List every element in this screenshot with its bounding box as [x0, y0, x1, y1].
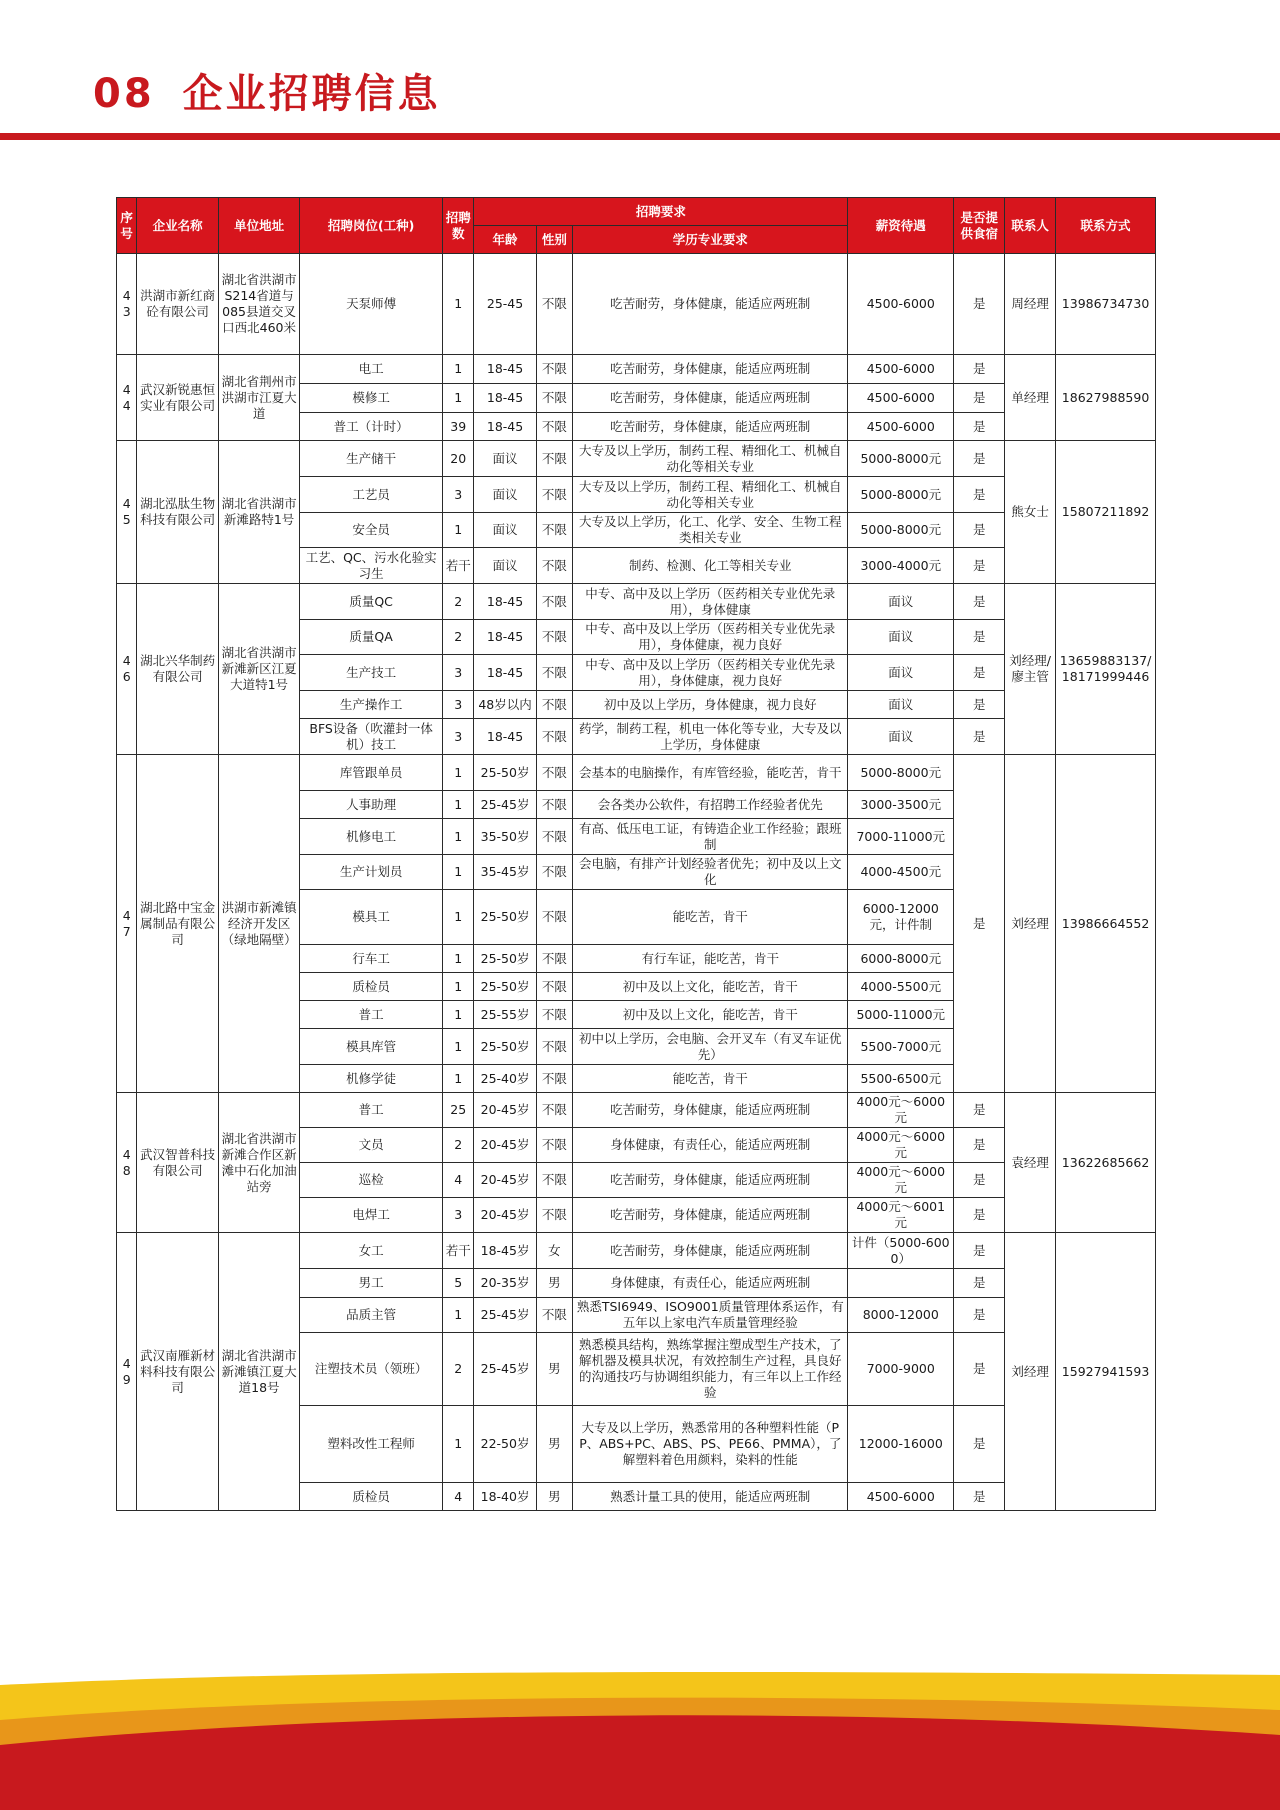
- job-gender: 不限: [536, 1128, 573, 1163]
- job-gender: 不限: [536, 355, 573, 384]
- job-position: 模具工: [300, 890, 443, 945]
- job-count: 39: [442, 413, 474, 441]
- job-age: 18-45: [474, 355, 536, 384]
- job-education: 会各类办公软件，有招聘工作经验者优先: [573, 791, 848, 819]
- job-salary: 面议: [848, 691, 954, 719]
- job-board: 是: [954, 1483, 1005, 1511]
- job-position: 普工: [300, 1093, 443, 1128]
- job-position: 质检员: [300, 1483, 443, 1511]
- company-name: 湖北路中宝金属制品有限公司: [137, 755, 218, 1093]
- job-gender: 不限: [536, 755, 573, 791]
- job-board: 是: [954, 755, 1005, 1093]
- job-salary: 4500-6000: [848, 413, 954, 441]
- footer-decoration: [0, 1650, 1280, 1810]
- job-education: 大专及以上学历，制药工程、精细化工、机械自动化等相关专业: [573, 477, 848, 513]
- job-education: 熟悉计量工具的使用，能适应两班制: [573, 1483, 848, 1511]
- job-count: 1: [442, 755, 474, 791]
- company-phone: 13986734730: [1056, 254, 1156, 355]
- job-count: 3: [442, 691, 474, 719]
- job-position: 男工: [300, 1269, 443, 1298]
- page-title: [93, 62, 441, 119]
- job-position: 天泵师傅: [300, 254, 443, 355]
- company-no: 49: [117, 1233, 137, 1511]
- company-address: 洪湖市新滩镇经济开发区（绿地隔壁）: [218, 755, 299, 1093]
- job-board: 是: [954, 1233, 1005, 1269]
- job-age: 18-40岁: [474, 1483, 536, 1511]
- company-phone: 13622685662: [1056, 1093, 1156, 1233]
- job-position: 模具库管: [300, 1029, 443, 1065]
- job-gender: 不限: [536, 719, 573, 755]
- job-board: 是: [954, 1198, 1005, 1233]
- company-contact: 单经理: [1005, 355, 1056, 441]
- job-count: 1: [442, 1406, 474, 1483]
- company-contact: 袁经理: [1005, 1093, 1056, 1233]
- job-board: 是: [954, 1406, 1005, 1483]
- job-position: 行车工: [300, 945, 443, 973]
- company-name: 洪湖市新红商砼有限公司: [137, 254, 218, 355]
- job-age: 18-45: [474, 413, 536, 441]
- job-position: 电工: [300, 355, 443, 384]
- company-contact: 刘经理/廖主管: [1005, 584, 1056, 755]
- job-salary: 3000-3500元: [848, 791, 954, 819]
- table-body: [117, 254, 1156, 1511]
- job-count: 3: [442, 719, 474, 755]
- job-education: 中专、高中及以上学历（医药相关专业优先录用），身体健康，视力良好: [573, 655, 848, 691]
- table-row: [117, 441, 1156, 477]
- job-gender: 不限: [536, 513, 573, 548]
- col-header-count: 招聘数: [442, 198, 474, 254]
- job-education: 吃苦耐劳，身体健康，能适应两班制: [573, 1233, 848, 1269]
- company-contact: 刘经理: [1005, 755, 1056, 1093]
- job-gender: 不限: [536, 548, 573, 584]
- job-age: 25-50岁: [474, 973, 536, 1001]
- job-age: 18-45: [474, 620, 536, 655]
- job-age: 22-50岁: [474, 1406, 536, 1483]
- job-age: 20-35岁: [474, 1269, 536, 1298]
- job-board: 是: [954, 1128, 1005, 1163]
- job-education: 初中及以上文化，能吃苦，肯干: [573, 1001, 848, 1029]
- job-salary: 4000元～6001元: [848, 1198, 954, 1233]
- job-education: 吃苦耐劳，身体健康，能适应两班制: [573, 413, 848, 441]
- job-gender: 男: [536, 1483, 573, 1511]
- job-age: 18-45: [474, 655, 536, 691]
- job-gender: 男: [536, 1269, 573, 1298]
- job-gender: 不限: [536, 1029, 573, 1065]
- job-gender: 不限: [536, 890, 573, 945]
- job-position: 女工: [300, 1233, 443, 1269]
- job-count: 2: [442, 620, 474, 655]
- company-name: 武汉新锐惠恒实业有限公司: [137, 355, 218, 441]
- job-gender: 不限: [536, 855, 573, 890]
- col-header-company: 企业名称: [137, 198, 218, 254]
- company-address: 湖北省洪湖市新滩合作区新滩中石化加油站旁: [218, 1093, 299, 1233]
- col-header-gender: 性别: [536, 226, 573, 254]
- job-gender: 不限: [536, 791, 573, 819]
- job-salary: 6000-12000元，计件制: [848, 890, 954, 945]
- job-salary: 5000-8000元: [848, 755, 954, 791]
- job-education: 有高、低压电工证，有铸造企业工作经验；跟班制: [573, 819, 848, 855]
- job-education: 吃苦耐劳，身体健康，能适应两班制: [573, 1163, 848, 1198]
- job-age: 35-45岁: [474, 855, 536, 890]
- job-position: 库管跟单员: [300, 755, 443, 791]
- job-age: 25-45岁: [474, 1333, 536, 1406]
- job-board: 是: [954, 1333, 1005, 1406]
- job-gender: 不限: [536, 1198, 573, 1233]
- job-salary: 面议: [848, 620, 954, 655]
- table-row: [117, 584, 1156, 620]
- job-gender: 不限: [536, 477, 573, 513]
- job-salary: 5000-8000元: [848, 513, 954, 548]
- job-age: 25-50岁: [474, 945, 536, 973]
- job-education: 大专及以上学历，化工、化学、安全、生物工程类相关专业: [573, 513, 848, 548]
- job-salary: 5000-8000元: [848, 477, 954, 513]
- recruitment-table: [116, 197, 1156, 1511]
- job-education: 吃苦耐劳，身体健康，能适应两班制: [573, 1093, 848, 1128]
- job-gender: 不限: [536, 973, 573, 1001]
- job-position: 生产储干: [300, 441, 443, 477]
- job-salary: 5000-8000元: [848, 441, 954, 477]
- job-age: 25-50岁: [474, 1029, 536, 1065]
- job-count: 4: [442, 1163, 474, 1198]
- job-position: 机修电工: [300, 819, 443, 855]
- job-gender: 不限: [536, 1065, 573, 1093]
- job-salary: 3000-4000元: [848, 548, 954, 584]
- job-position: 文员: [300, 1128, 443, 1163]
- job-salary: 8000-12000: [848, 1298, 954, 1333]
- job-gender: 不限: [536, 620, 573, 655]
- job-position: 工艺、QC、污水化验实习生: [300, 548, 443, 584]
- company-name: 湖北泓肽生物科技有限公司: [137, 441, 218, 584]
- company-address: 湖北省洪湖市新滩镇江夏大道18号: [218, 1233, 299, 1511]
- job-board: 是: [954, 254, 1005, 355]
- company-contact: 周经理: [1005, 254, 1056, 355]
- job-education: 制药、检测、化工等相关专业: [573, 548, 848, 584]
- job-gender: 女: [536, 1233, 573, 1269]
- job-age: 25-45: [474, 254, 536, 355]
- job-count: 2: [442, 1333, 474, 1406]
- job-board: 是: [954, 1163, 1005, 1198]
- job-position: 生产计划员: [300, 855, 443, 890]
- job-position: 塑料改性工程师: [300, 1406, 443, 1483]
- job-count: 1: [442, 1029, 474, 1065]
- job-count: 1: [442, 791, 474, 819]
- job-education: 吃苦耐劳，身体健康，能适应两班制: [573, 1198, 848, 1233]
- job-salary: 面议: [848, 719, 954, 755]
- company-no: 47: [117, 755, 137, 1093]
- col-header-phone: 联系方式: [1056, 198, 1156, 254]
- job-gender: 不限: [536, 584, 573, 620]
- company-name: 湖北兴华制药有限公司: [137, 584, 218, 755]
- job-count: 1: [442, 384, 474, 413]
- job-education: 药学，制药工程，机电一体化等专业，大专及以上学历，身体健康: [573, 719, 848, 755]
- job-gender: 不限: [536, 1163, 573, 1198]
- job-age: 18-45岁: [474, 1233, 536, 1269]
- col-header-age: 年龄: [474, 226, 536, 254]
- job-board: 是: [954, 719, 1005, 755]
- job-board: 是: [954, 355, 1005, 384]
- job-age: 25-55岁: [474, 1001, 536, 1029]
- job-position: 机修学徒: [300, 1065, 443, 1093]
- job-education: 吃苦耐劳，身体健康，能适应两班制: [573, 355, 848, 384]
- job-salary: 4500-6000: [848, 355, 954, 384]
- job-count: 1: [442, 1065, 474, 1093]
- job-age: 25-45岁: [474, 791, 536, 819]
- job-education: 会电脑，有排产计划经验者优先；初中及以上文化: [573, 855, 848, 890]
- job-count: 1: [442, 945, 474, 973]
- job-education: 有行车证，能吃苦，肯干: [573, 945, 848, 973]
- company-contact: 熊女士: [1005, 441, 1056, 584]
- job-age: 18-45: [474, 719, 536, 755]
- job-age: 面议: [474, 513, 536, 548]
- job-count: 1: [442, 890, 474, 945]
- job-gender: 不限: [536, 655, 573, 691]
- job-salary: 4000-4500元: [848, 855, 954, 890]
- job-education: 大专及以上学历，熟悉常用的各种塑料性能（PP、ABS+PC、ABS、PS、PE66、PMMA），了解塑料着色用颜料，染料的性能: [573, 1406, 848, 1483]
- job-age: 25-50岁: [474, 890, 536, 945]
- job-salary: 计件（5000-6000）: [848, 1233, 954, 1269]
- header-rule: [0, 133, 1280, 140]
- company-address: 湖北省荆州市洪湖市江夏大道: [218, 355, 299, 441]
- job-position: 生产操作工: [300, 691, 443, 719]
- job-salary: 5500-6500元: [848, 1065, 954, 1093]
- job-position: 生产技工: [300, 655, 443, 691]
- job-age: 20-45岁: [474, 1093, 536, 1128]
- job-position: 安全员: [300, 513, 443, 548]
- section-number: 08: [93, 71, 155, 117]
- job-position: 质量QC: [300, 584, 443, 620]
- job-salary: 4000-5500元: [848, 973, 954, 1001]
- job-board: 是: [954, 655, 1005, 691]
- job-count: 1: [442, 855, 474, 890]
- job-age: 48岁以内: [474, 691, 536, 719]
- job-age: 25-40岁: [474, 1065, 536, 1093]
- job-position: 品质主管: [300, 1298, 443, 1333]
- job-education: 吃苦耐劳，身体健康，能适应两班制: [573, 254, 848, 355]
- job-salary: 4000元～6000元: [848, 1093, 954, 1128]
- col-header-no: 序号: [117, 198, 137, 254]
- company-address: 湖北省洪湖市新滩路特1号: [218, 441, 299, 584]
- table-row: [117, 1093, 1156, 1128]
- job-age: 25-45岁: [474, 1298, 536, 1333]
- job-education: 会基本的电脑操作，有库管经验，能吃苦，肯干: [573, 755, 848, 791]
- job-board: 是: [954, 1093, 1005, 1128]
- job-education: 能吃苦，肯干: [573, 1065, 848, 1093]
- job-gender: 不限: [536, 1298, 573, 1333]
- job-education: 大专及以上学历，制药工程、精细化工、机械自动化等相关专业: [573, 441, 848, 477]
- company-no: 43: [117, 254, 137, 355]
- job-gender: 不限: [536, 384, 573, 413]
- job-salary: 4000元～6000元: [848, 1128, 954, 1163]
- job-education: 初中及以上学历，身体健康，视力良好: [573, 691, 848, 719]
- job-salary: 4500-6000: [848, 1483, 954, 1511]
- company-no: 44: [117, 355, 137, 441]
- job-board: 是: [954, 513, 1005, 548]
- company-phone: 13986664552: [1056, 755, 1156, 1093]
- job-board: 是: [954, 548, 1005, 584]
- table-row: [117, 1233, 1156, 1269]
- job-education: 吃苦耐劳，身体健康，能适应两班制: [573, 384, 848, 413]
- job-count: 25: [442, 1093, 474, 1128]
- job-salary: 面议: [848, 655, 954, 691]
- col-header-address: 单位地址: [218, 198, 299, 254]
- job-salary: 6000-8000元: [848, 945, 954, 973]
- company-name: 武汉南雁新材料科技有限公司: [137, 1233, 218, 1511]
- job-education: 中专、高中及以上学历（医药相关专业优先录用），身体健康，视力良好: [573, 620, 848, 655]
- job-board: 是: [954, 384, 1005, 413]
- job-age: 18-45: [474, 584, 536, 620]
- job-board: 是: [954, 441, 1005, 477]
- company-contact: 刘经理: [1005, 1233, 1056, 1511]
- job-salary: 面议: [848, 584, 954, 620]
- job-education: 身体健康，有责任心，能适应两班制: [573, 1128, 848, 1163]
- page-header: [0, 0, 1280, 150]
- job-count: 若干: [442, 1233, 474, 1269]
- job-position: 普工（计时）: [300, 413, 443, 441]
- job-education: 能吃苦，肯干: [573, 890, 848, 945]
- job-gender: 不限: [536, 1093, 573, 1128]
- job-count: 4: [442, 1483, 474, 1511]
- recruitment-table-wrap: [116, 197, 1156, 1511]
- company-address: 湖北省洪湖市S214省道与085县道交叉口西北460米: [218, 254, 299, 355]
- job-age: 20-45岁: [474, 1163, 536, 1198]
- job-salary: 7000-11000元: [848, 819, 954, 855]
- job-salary: 4500-6000: [848, 384, 954, 413]
- company-address: 湖北省洪湖市新滩新区江夏大道特1号: [218, 584, 299, 755]
- job-age: 18-45: [474, 384, 536, 413]
- job-gender: 不限: [536, 819, 573, 855]
- job-board: 是: [954, 1269, 1005, 1298]
- job-position: 质量QA: [300, 620, 443, 655]
- job-position: 人事助理: [300, 791, 443, 819]
- job-age: 25-50岁: [474, 755, 536, 791]
- job-board: 是: [954, 413, 1005, 441]
- col-header-contact: 联系人: [1005, 198, 1056, 254]
- col-header-requirements: 招聘要求: [474, 198, 848, 226]
- job-age: 面议: [474, 548, 536, 584]
- company-phone: 15807211892: [1056, 441, 1156, 584]
- job-position: 质检员: [300, 973, 443, 1001]
- job-position: 普工: [300, 1001, 443, 1029]
- job-salary: [848, 1269, 954, 1298]
- job-gender: 不限: [536, 254, 573, 355]
- job-gender: 不限: [536, 413, 573, 441]
- job-count: 1: [442, 513, 474, 548]
- job-salary: 4500-6000: [848, 254, 954, 355]
- company-phone: 13659883137/18171999446: [1056, 584, 1156, 755]
- job-age: 20-45岁: [474, 1198, 536, 1233]
- job-age: 面议: [474, 441, 536, 477]
- job-count: 2: [442, 584, 474, 620]
- job-count: 1: [442, 254, 474, 355]
- job-count: 3: [442, 477, 474, 513]
- job-board: 是: [954, 477, 1005, 513]
- col-header-salary: 薪资待遇: [848, 198, 954, 254]
- job-board: 是: [954, 691, 1005, 719]
- job-salary: 12000-16000: [848, 1406, 954, 1483]
- job-board: 是: [954, 620, 1005, 655]
- job-position: 巡检: [300, 1163, 443, 1198]
- job-salary: 4000元～6000元: [848, 1163, 954, 1198]
- job-board: 是: [954, 1298, 1005, 1333]
- job-position: 模修工: [300, 384, 443, 413]
- job-education: 身体健康，有责任心，能适应两班制: [573, 1269, 848, 1298]
- company-name: 武汉智普科技有限公司: [137, 1093, 218, 1233]
- job-position: 电焊工: [300, 1198, 443, 1233]
- job-count: 3: [442, 655, 474, 691]
- job-age: 20-45岁: [474, 1128, 536, 1163]
- job-gender: 不限: [536, 945, 573, 973]
- job-count: 20: [442, 441, 474, 477]
- job-count: 1: [442, 1298, 474, 1333]
- job-age: 面议: [474, 477, 536, 513]
- company-no: 46: [117, 584, 137, 755]
- job-board: 是: [954, 584, 1005, 620]
- company-phone: 18627988590: [1056, 355, 1156, 441]
- job-count: 3: [442, 1198, 474, 1233]
- col-header-education: 学历专业要求: [573, 226, 848, 254]
- company-phone: 15927941593: [1056, 1233, 1156, 1511]
- job-education: 熟悉TSI6949、ISO9001质量管理体系运作，有五年以上家电汽车质量管理经验: [573, 1298, 848, 1333]
- job-education: 初中及以上文化，能吃苦，肯干: [573, 973, 848, 1001]
- job-count: 若干: [442, 548, 474, 584]
- job-position: 注塑技术员（领班）: [300, 1333, 443, 1406]
- job-gender: 男: [536, 1406, 573, 1483]
- job-position: 工艺员: [300, 477, 443, 513]
- table-row: [117, 755, 1156, 791]
- job-salary: 5500-7000元: [848, 1029, 954, 1065]
- job-count: 1: [442, 973, 474, 1001]
- col-header-board: 是否提供食宿: [954, 198, 1005, 254]
- table-row: [117, 355, 1156, 384]
- job-education: 熟悉模具结构，熟练掌握注塑成型生产技术，了解机器及模具状况，有效控制生产过程，具良好的沟通技巧与协调组织能力，有三年以上工作经验: [573, 1333, 848, 1406]
- section-title: 企业招聘信息: [182, 71, 441, 117]
- job-salary: 5000-11000元: [848, 1001, 954, 1029]
- job-gender: 不限: [536, 691, 573, 719]
- job-count: 1: [442, 819, 474, 855]
- col-header-position: 招聘岗位(工种): [300, 198, 443, 254]
- job-education: 初中以上学历，会电脑、会开叉车（有叉车证优先）: [573, 1029, 848, 1065]
- job-education: 中专、高中及以上学历（医药相关专业优先录用），身体健康: [573, 584, 848, 620]
- company-no: 48: [117, 1093, 137, 1233]
- job-count: 1: [442, 355, 474, 384]
- job-gender: 男: [536, 1333, 573, 1406]
- job-salary: 7000-9000: [848, 1333, 954, 1406]
- job-gender: 不限: [536, 441, 573, 477]
- job-gender: 不限: [536, 1001, 573, 1029]
- table-row: [117, 254, 1156, 355]
- job-age: 35-50岁: [474, 819, 536, 855]
- job-count: 5: [442, 1269, 474, 1298]
- job-position: BFS设备（吹灌封一体机）技工: [300, 719, 443, 755]
- job-count: 2: [442, 1128, 474, 1163]
- company-no: 45: [117, 441, 137, 584]
- job-count: 1: [442, 1001, 474, 1029]
